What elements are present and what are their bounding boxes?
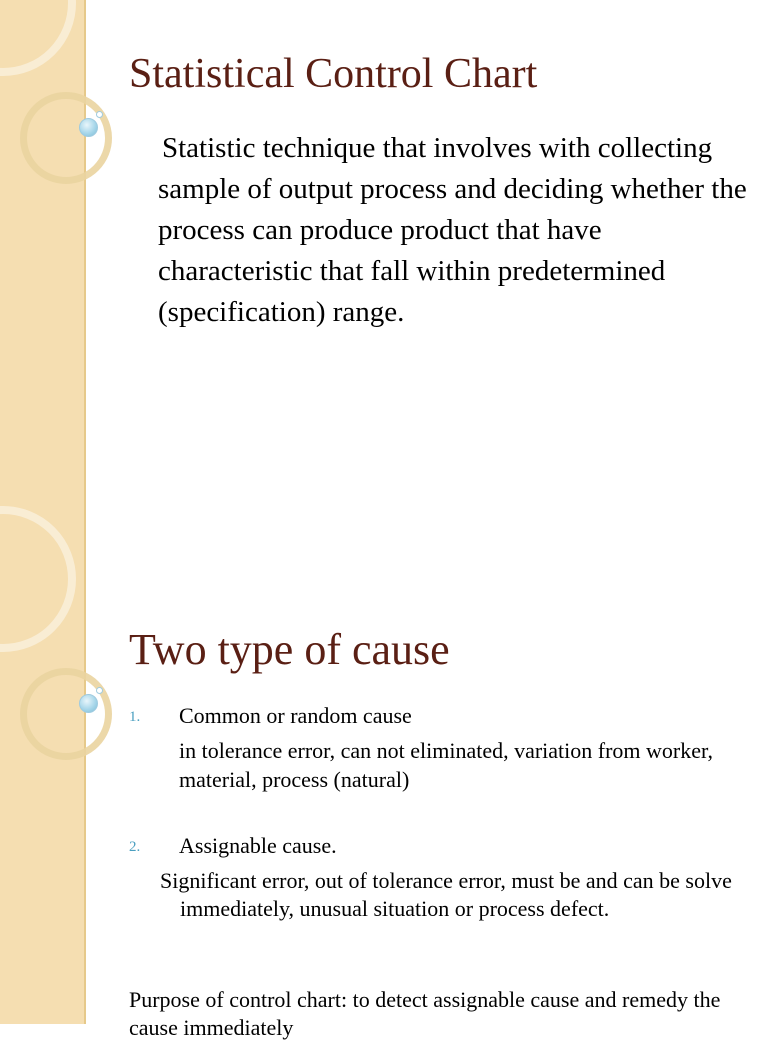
decorative-ring bbox=[20, 92, 112, 184]
list-item-heading: Common or random cause bbox=[179, 703, 412, 728]
list-number: 2. bbox=[129, 839, 141, 855]
list-item-heading: Assignable cause. bbox=[179, 833, 337, 858]
slide-title: Two type of cause bbox=[129, 625, 450, 674]
decorative-ring bbox=[20, 668, 112, 760]
small-bubble-icon bbox=[96, 111, 103, 118]
decorative-ring bbox=[0, 0, 76, 76]
decorative-side-strip bbox=[0, 0, 86, 576]
definition-text: Statistic technique that involves with collecting sample of output process and deciding whether the process can produce product that have characteristic that fall within predetermined (specification) range. bbox=[158, 132, 747, 328]
slide-two-type-of-cause bbox=[0, 576, 768, 1040]
bubble-icon bbox=[79, 118, 98, 137]
list-item-description: Significant error, out of tolerance error, must be and can be solve immediately, unusual situation or process defect. bbox=[160, 868, 732, 921]
small-bubble-icon bbox=[96, 687, 103, 694]
bubble-icon bbox=[79, 694, 98, 713]
purpose-text: Purpose of control chart: to detect assignable cause and remedy the cause immediately bbox=[129, 987, 721, 1040]
list-number: 1. bbox=[129, 709, 141, 725]
slide-title: Statistical Control Chart bbox=[129, 51, 538, 97]
decorative-side-strip bbox=[0, 576, 86, 1024]
list-item-description: in tolerance error, can not eliminated, variation from worker, material, process (natural) bbox=[179, 738, 713, 792]
